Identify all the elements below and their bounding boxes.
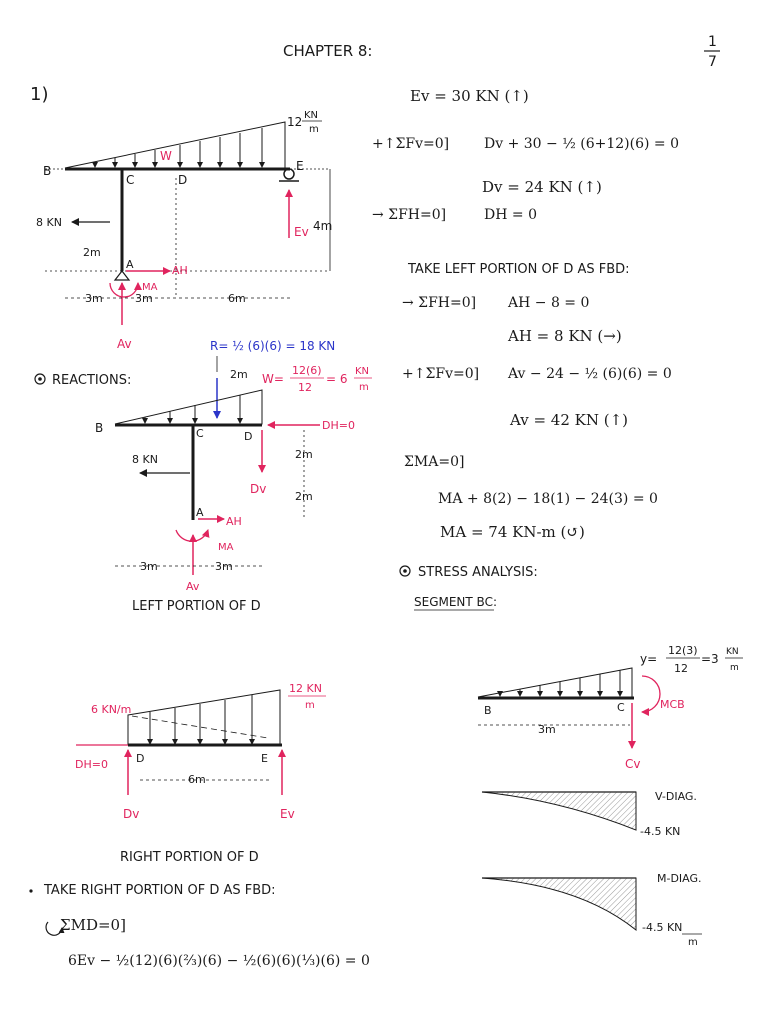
w-eq-unit-num: KN: [355, 366, 370, 377]
node-b-2: B: [95, 421, 104, 435]
mcb-label: MCB: [660, 698, 685, 711]
v-diag-label: V-DIAG.: [655, 790, 697, 803]
v-diagram: [482, 790, 697, 838]
w-eq-lhs: W=: [262, 372, 284, 386]
dv-result: Dv = 24 KN (↑): [482, 178, 602, 196]
height-4m: 4m: [313, 219, 333, 233]
load-arrows: [95, 128, 262, 167]
left-fbd-note: TAKE LEFT PORTION OF D AS FBD:: [408, 262, 630, 277]
force-8kn: 8 KN: [36, 216, 62, 229]
sum-fh2-eq: AH − 8 = 0: [508, 295, 590, 311]
segment-heading: SEGMENT BC:: [414, 595, 497, 609]
moment-eq-2: 6Ev − ½(12)(6)(⅔)(6) − ½(6)(6)(⅓)(6) = 0: [68, 953, 370, 969]
m-diag-value: -4.5 KN: [642, 921, 683, 934]
ah-result: AH = 8 KN (→): [508, 327, 622, 345]
ah-label-2: AH: [226, 515, 242, 528]
dim-6m: 6m: [228, 292, 246, 305]
m-diag-label: M-DIAG.: [657, 872, 702, 885]
right-portion-caption: RIGHT PORTION OF D: [120, 850, 259, 865]
load-left-label: 6 KN/m: [91, 703, 132, 716]
ev-label-3: Ev: [280, 807, 295, 821]
y-eq-num: 12(3): [668, 644, 698, 657]
moment-eq-1: ΣMD=0]: [60, 916, 126, 934]
trapezoid-load: [128, 690, 280, 745]
load-max: 12: [287, 115, 303, 129]
triangular-load: [65, 122, 285, 168]
ma-label: MA: [142, 282, 158, 293]
stress-heading: STRESS ANALYSIS:: [418, 565, 538, 580]
w-eq-num: 12(6): [292, 364, 322, 377]
node-d-3: D: [136, 752, 145, 765]
dim-3m-b: 3m: [135, 292, 153, 305]
dv-label: Dv: [250, 482, 267, 496]
mcb-moment-arrow: [642, 676, 660, 712]
y-unit-num: KN: [726, 647, 739, 657]
ma-eq: MA + 8(2) − 18(1) − 24(3) = 0: [438, 491, 658, 507]
sum-fv-eq: Dv + 30 − ½ (6+12)(6) = 0: [484, 136, 679, 152]
node-d-2: D: [244, 430, 253, 443]
dh-label: DH=0: [322, 419, 355, 432]
dim-3m-a: 3m: [85, 292, 103, 305]
v-diag-value: -4.5 KN: [640, 825, 681, 838]
seg-node-c: C: [617, 701, 625, 714]
dim-3m-a-2: 3m: [140, 560, 158, 573]
sum-fh-label: → ΣFH=0]: [372, 207, 447, 223]
node-a: A: [126, 258, 134, 271]
m-diagram: [482, 872, 702, 948]
problem-number: 1): [30, 84, 49, 105]
chapter-title: CHAPTER 8:: [283, 42, 373, 60]
av-label: Av: [117, 337, 132, 351]
node-d: D: [178, 173, 188, 187]
height-2m: 2m: [83, 246, 101, 259]
resultant-label: R= ½ (6)(6) = 18 KN: [210, 339, 336, 353]
w-label: W: [160, 149, 172, 163]
dim-3m-b-2: 3m: [215, 560, 233, 573]
dim-6m-3: 6m: [188, 773, 206, 786]
moment-arrow-icon: [110, 283, 138, 297]
segment-triangular-load: [478, 668, 632, 697]
force-8kn-2: 8 KN: [132, 453, 158, 466]
figure-segment-bc: [478, 644, 743, 771]
w-eq-unit-den: m: [359, 382, 369, 393]
ev-label: Ev: [294, 225, 309, 239]
height-2m-b: 2m: [295, 490, 313, 503]
w-eq-eq: = 6: [326, 372, 348, 386]
ah-label: AH: [172, 264, 188, 277]
dh-label-3: DH=0: [75, 758, 108, 771]
seg-node-b: B: [484, 704, 492, 717]
node-c: C: [126, 173, 135, 187]
load-unit-num: KN: [304, 110, 319, 121]
seg-dim-3m: 3m: [538, 723, 556, 736]
y-unit-den: m: [730, 663, 739, 673]
cv-label: Cv: [625, 757, 641, 771]
av-result: Av = 42 KN (↑): [510, 411, 629, 429]
w-eq-den: 12: [298, 381, 312, 394]
reactions-heading: REACTIONS:: [52, 373, 132, 388]
calculations: [372, 87, 679, 541]
load-right-num: 12 KN: [289, 682, 322, 695]
dh-result: DH = 0: [484, 207, 537, 223]
figure-left-portion: [95, 339, 372, 614]
sum-ma-label: ΣMA=0]: [404, 454, 465, 470]
ev-result: Ev = 30 KN (↑): [410, 87, 529, 105]
node-a-2: A: [196, 506, 204, 519]
sum-fv2-eq: Av − 24 − ½ (6)(6) = 0: [508, 366, 672, 382]
y-eq-eq: =3: [701, 652, 719, 666]
m-diag-unit-den: m: [688, 937, 698, 948]
sum-fv-label: +↑ΣFv=0]: [372, 136, 450, 152]
ma-label-2: MA: [218, 542, 234, 553]
node-b: B: [43, 164, 52, 178]
node-e-3: E: [261, 752, 268, 765]
dv-label-3: Dv: [123, 807, 140, 821]
node-e: E: [296, 159, 304, 173]
y-eq-den: 12: [674, 662, 688, 675]
figure-right-portion: [75, 682, 326, 865]
moment-arrow-icon-2: [176, 530, 208, 541]
av-label-2: Av: [186, 580, 200, 593]
right-fbd-note: TAKE RIGHT PORTION OF D AS FBD:: [44, 883, 276, 898]
page-number: 1: [708, 34, 717, 50]
sum-fv2-label: +↑ΣFv=0]: [402, 366, 480, 382]
pin-support-icon: [115, 271, 129, 280]
load-unit-den: m: [309, 124, 319, 135]
dim-2m-top: 2m: [230, 368, 248, 381]
sum-fh2-label: → ΣFH=0]: [402, 295, 477, 311]
figure-frame: [36, 110, 332, 351]
ma-result: MA = 74 KN-m (↺): [440, 523, 585, 541]
y-eq-lhs: y=: [640, 652, 658, 666]
node-c-2: C: [196, 427, 204, 440]
load-right-den: m: [305, 700, 315, 711]
left-portion-caption: LEFT PORTION OF D: [132, 599, 261, 614]
height-2m-a: 2m: [295, 448, 313, 461]
page-total: 7: [708, 54, 717, 70]
